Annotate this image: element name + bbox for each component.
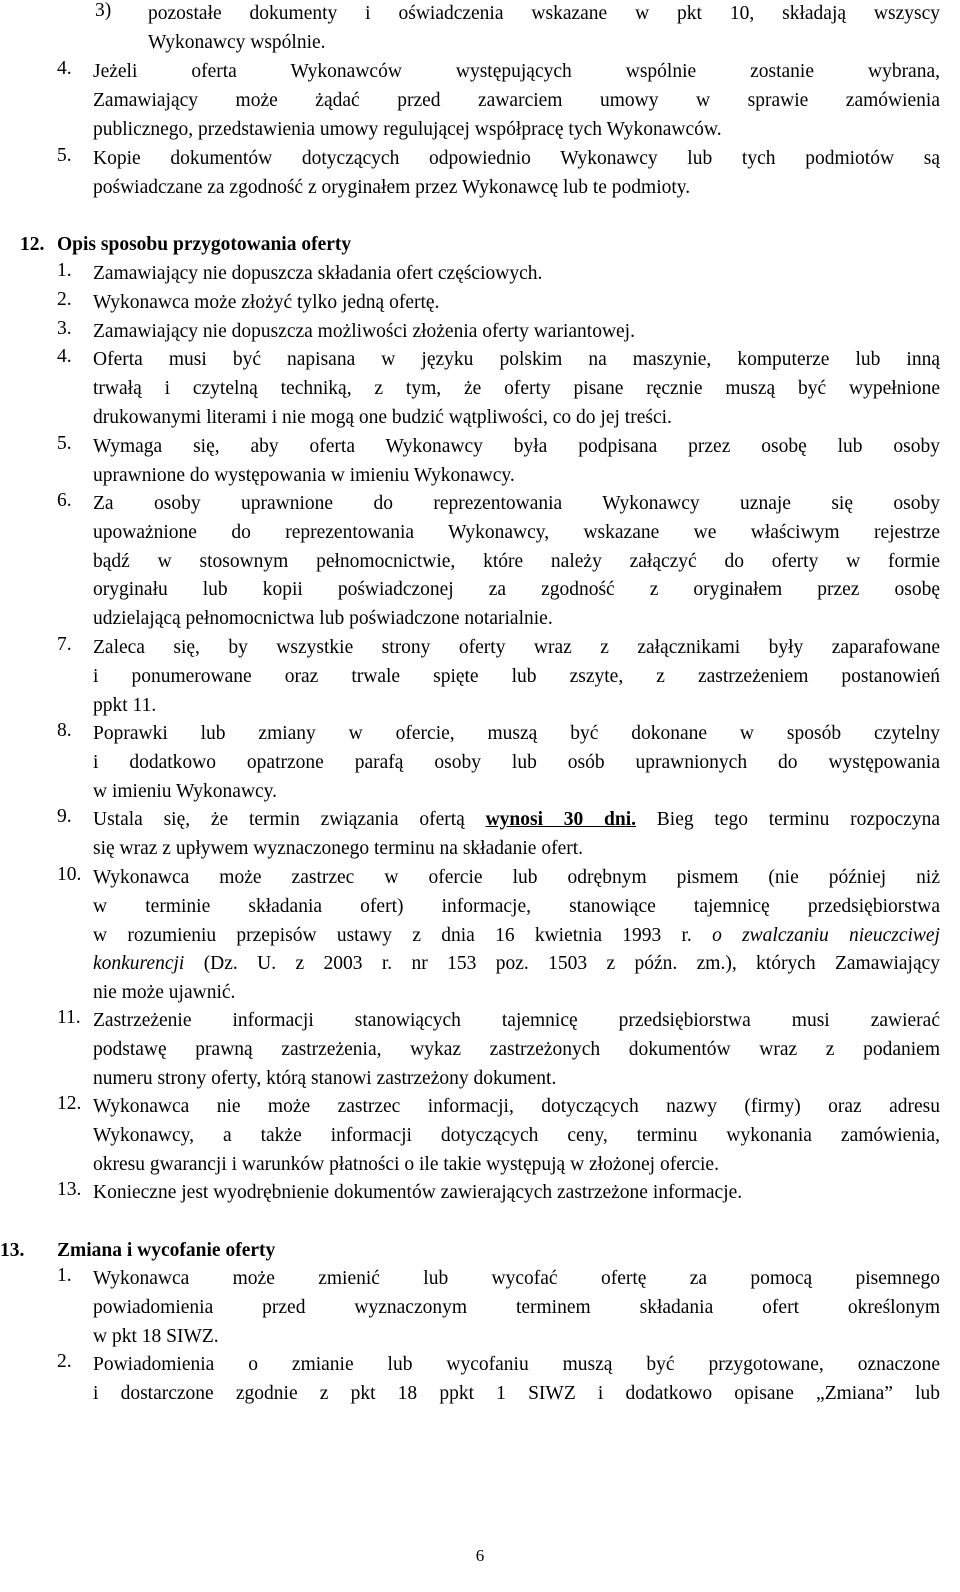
list-item-number: 7. xyxy=(57,634,72,655)
text-line: Zamawiający może żądać przed zawarciem umowy w sprawie zamówienia xyxy=(93,90,940,111)
text-line: Zamawiający nie dopuszcza możliwości złożenia oferty wariantowej. xyxy=(93,321,635,342)
text-line: Wykonawca może zastrzec w ofercie lub odrębnym pismem (nie później niż xyxy=(93,867,940,888)
text-line: oryginału lub kopii poświadczonej za zgodność z oryginałem przez osobę xyxy=(93,579,940,601)
section-number: 12. xyxy=(20,234,45,255)
text-line: Wykonawca może złożyć tylko jedną ofertę. xyxy=(93,292,440,313)
italic-act-title: o zwalczaniu nieuczciwej xyxy=(712,924,940,946)
text-run: Ustala się, że termin związania ofertą xyxy=(93,809,486,830)
text-line: Wykonawcy wspólnie. xyxy=(148,31,326,53)
text-line: Wykonawca nie może zastrzec informacji, dotyczących nazwy (firmy) oraz adresu xyxy=(93,1096,940,1117)
text-line: Jeżeli oferta Wykonawców występujących wspólnie zostanie wybrana, xyxy=(93,61,940,82)
text-line: poświadczane za zgodność z oryginałem przez Wykonawcę lub te podmioty. xyxy=(93,176,691,198)
list-item-number: 2. xyxy=(57,289,72,310)
list-item-number: 1. xyxy=(57,1265,72,1286)
text-line xyxy=(93,922,940,951)
list-item-number: 4. xyxy=(57,346,72,367)
text-line: Wymaga się, aby oferta Wykonawcy była podpisana przez osobę lub osoby xyxy=(93,436,940,457)
list-item-number: 11. xyxy=(57,1007,81,1028)
text-line: Zamawiający nie dopuszcza składania ofert częściowych. xyxy=(93,263,543,284)
list-item-4-continuation xyxy=(93,87,940,145)
text-line: uprawnione do występowania w imieniu Wykonawcy. xyxy=(93,464,515,486)
text-line: bądź w stosownym pełnomocnictwie, które należy załączyć do oferty w formie xyxy=(93,550,940,572)
list-item-number: 10. xyxy=(57,864,82,885)
text-line: trwałą i czytelną techniką, z tym, że oferty pisane ręcznie muszą być wypełnione xyxy=(93,377,940,399)
list-item-number: 8. xyxy=(57,720,72,741)
list-item-number: 3) xyxy=(95,0,112,21)
text-line: numeru strony oferty, którą stanowi zastrzeżony dokument. xyxy=(93,1067,557,1089)
text-run: (Dz. U. z 2003 r. nr 153 poz. 1503 z późn. zm.), których Zamawiający xyxy=(184,953,940,975)
text-line: Konieczne jest wyodrębnienie dokumentów zawierających zastrzeżone informacje. xyxy=(93,1182,743,1203)
text-line: i dodatkowo opatrzone parafą osoby lub osób uprawnionych do występowania xyxy=(93,751,940,773)
text-line: upoważnione do reprezentowania Wykonawcy, wskazane we właściwym rejestrze xyxy=(93,521,940,543)
text-line: Zaleca się, by wszystkie strony oferty wraz z załącznikami były zaparafowane xyxy=(93,637,940,658)
text-line: pozostałe dokumenty i oświadczenia wskazane w pkt 10, składają wszyscy xyxy=(148,3,940,24)
section-13-heading xyxy=(0,1237,276,1266)
text-run: w rozumieniu przepisów ustawy z dnia 16 kwietnia 1993 r. xyxy=(93,924,713,946)
section-12-heading xyxy=(20,231,352,260)
list-item-number: 5. xyxy=(57,145,72,166)
text-line: Wykonawcy, a także informacji dotyczących ceny, terminu wykonania zamówienia, xyxy=(93,1124,940,1146)
text-line: i dostarczone zgodnie z pkt 18 ppkt 1 SIWZ i dodatkowo opisane „Zmiana” lub xyxy=(93,1382,940,1404)
text-line: się wraz z upływem wyznaczonego terminu na składanie ofert. xyxy=(93,837,584,859)
text-line xyxy=(93,950,940,979)
text-line xyxy=(93,806,940,835)
list-item-number: 9. xyxy=(57,806,72,827)
text-line: okresu gwarancji i warunków płatności o ile takie występują w złożonej ofercie. xyxy=(93,1153,719,1175)
text-line: Zastrzeżenie informacji stanowiących tajemnicę przedsiębiorstwa musi zawierać xyxy=(93,1010,940,1031)
text-line: w pkt 18 SIWZ. xyxy=(93,1325,219,1347)
section-title: Zmiana i wycofanie oferty xyxy=(57,1240,276,1261)
text-line: i ponumerowane oraz trwale spięte lub zszyte, z zastrzeżeniem postanowień xyxy=(93,665,940,687)
list-item-number: 1. xyxy=(57,260,72,281)
text-line: nie może ujawnić. xyxy=(93,982,236,1004)
text-line: Poprawki lub zmiany w ofercie, muszą być dokonane w sposób czytelny xyxy=(93,723,940,744)
text-line: powiadomienia przed wyznaczonym terminem składania ofert określonym xyxy=(93,1296,940,1318)
text-line: Za osoby uprawnione do reprezentowania Wykonawcy uznaje się osoby xyxy=(93,493,940,514)
text-line: podstawę prawną zastrzeżenia, wykaz zastrzeżonych dokumentów wraz z podaniem xyxy=(93,1038,940,1060)
list-item-number: 12. xyxy=(57,1093,82,1114)
text-line: Wykonawca może zmienić lub wycofać ofertę za pomocą pisemnego xyxy=(93,1268,940,1289)
section-title: Opis sposobu przygotowania oferty xyxy=(57,234,352,255)
text-line: w terminie składania ofert) informacje, stanowiące tajemnicę przedsiębiorstwa xyxy=(93,895,940,917)
text-line: Powiadomienia o zmianie lub wycofaniu muszą być przygotowane, oznaczone xyxy=(93,1354,940,1375)
text-run: Bieg tego terminu rozpoczyna xyxy=(636,809,940,830)
list-item-number: 13. xyxy=(57,1179,82,1200)
list-item-number: 2. xyxy=(57,1351,72,1372)
text-line: udzielającą pełnomocnictwa lub poświadczone notarialnie. xyxy=(93,608,553,630)
text-line: drukowanymi literami i nie mogą one budzić wątpliwości, co do jej treści. xyxy=(93,406,672,428)
list-item-number: 5. xyxy=(57,433,72,454)
italic-act-title: konkurencji xyxy=(93,953,185,975)
list-item-number: 3. xyxy=(57,318,72,339)
list-item-number: 4. xyxy=(57,58,72,79)
section-number: 13. xyxy=(0,1240,25,1261)
text-line: Oferta musi być napisana w języku polskim na maszynie, komputerze lub inną xyxy=(93,349,940,370)
text-line: publicznego, przedstawienia umowy regulującej współpracę tych Wykonawców. xyxy=(93,118,722,140)
page-number: 6 xyxy=(475,1546,485,1565)
text-line: ppkt 11. xyxy=(93,694,157,716)
binding-period-emphasis: wynosi 30 dni. xyxy=(485,809,637,830)
list-item-number: 6. xyxy=(57,490,72,511)
text-line: w imieniu Wykonawcy. xyxy=(93,780,278,802)
text-line: Kopie dokumentów dotyczących odpowiednio Wykonawcy lub tych podmiotów są xyxy=(93,148,940,169)
